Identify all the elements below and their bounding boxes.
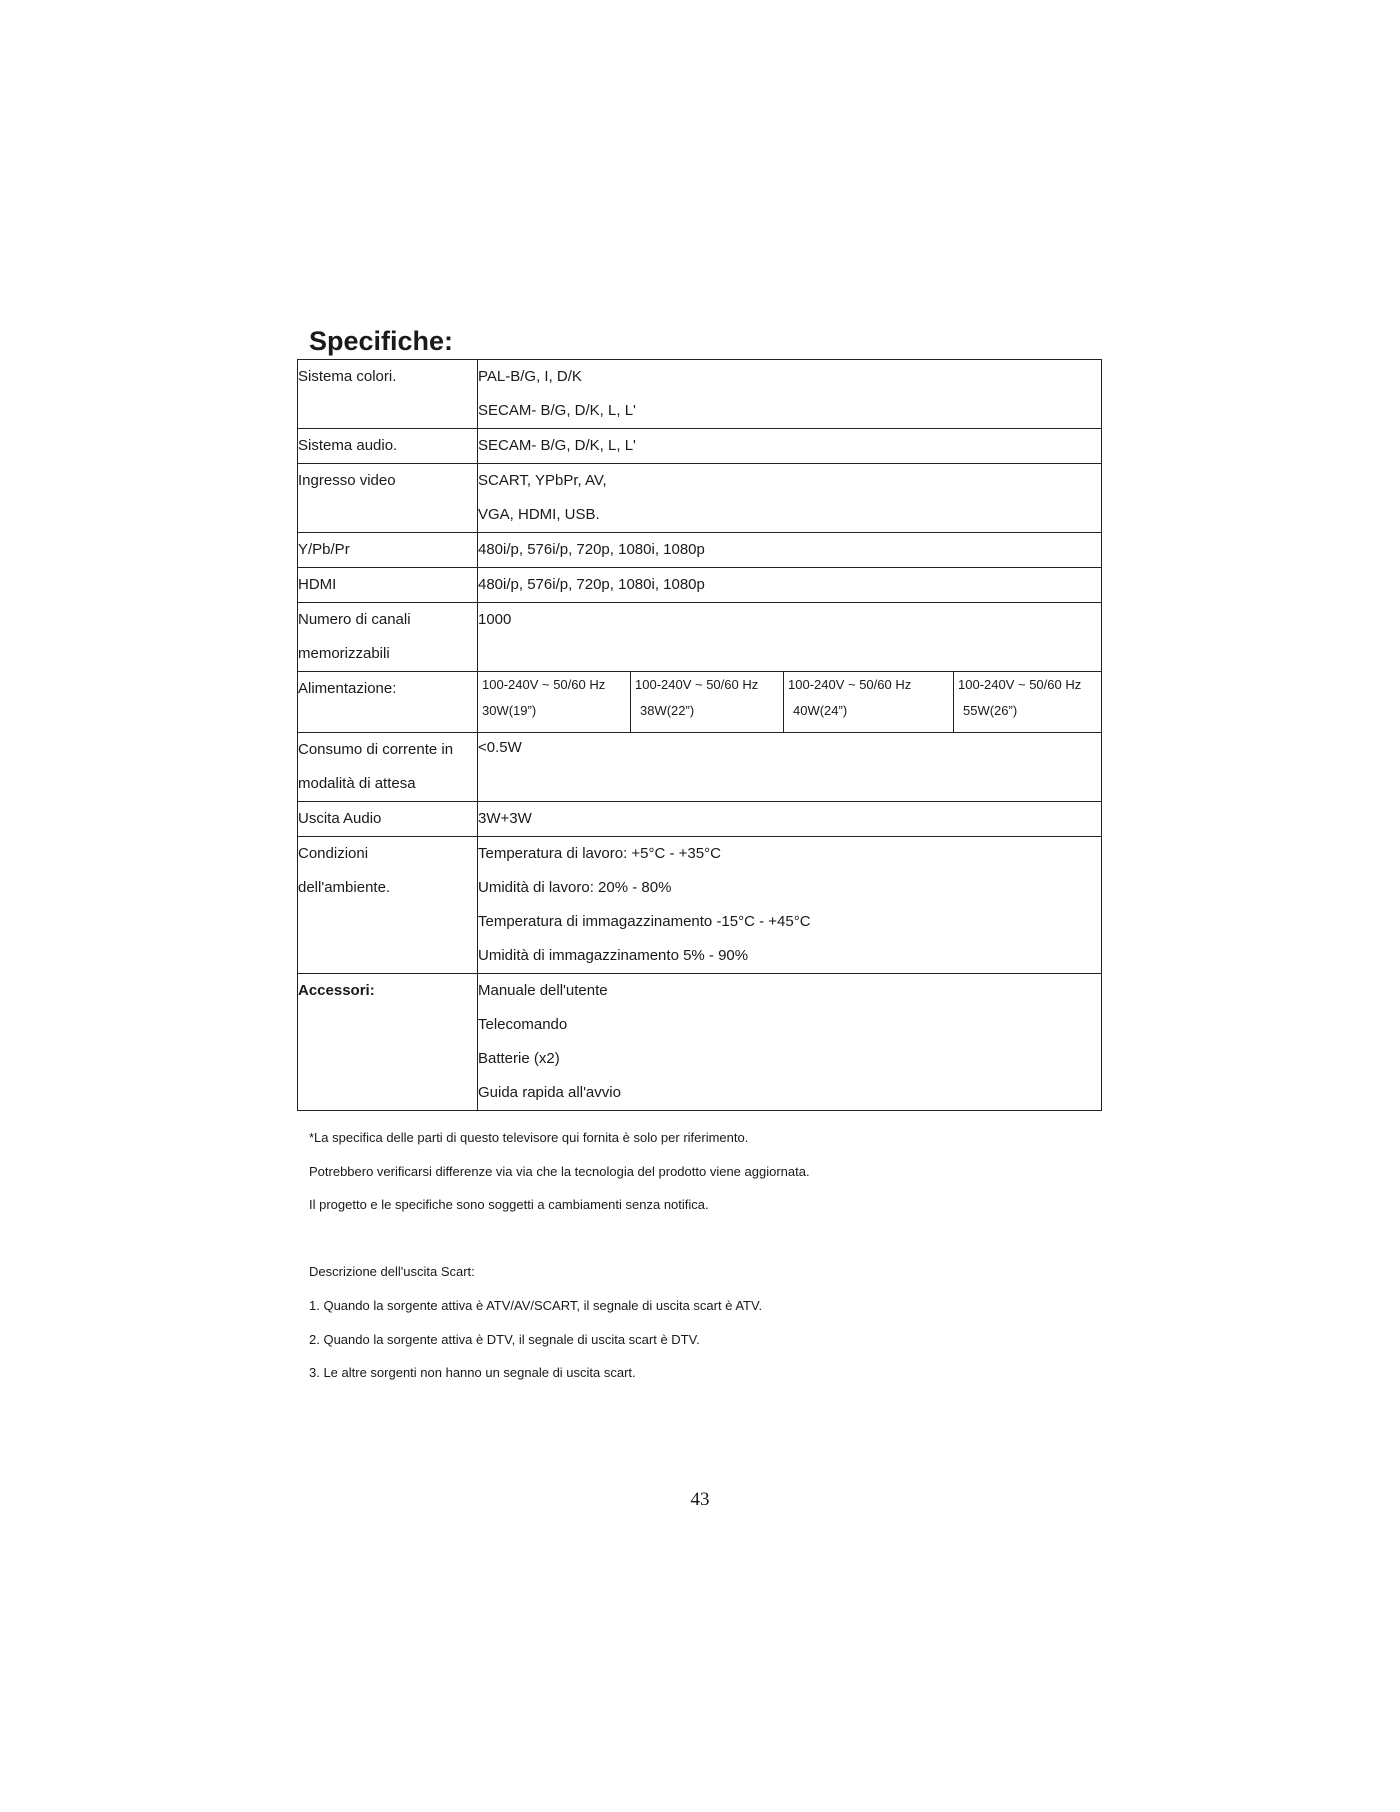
power-cell [954, 672, 1101, 732]
value-line: Batterie (x2) [478, 1050, 560, 1067]
row-label: HDMI [298, 568, 478, 603]
table-row [298, 533, 1102, 568]
table-row [298, 733, 1102, 802]
table-row [298, 360, 1102, 429]
row-value: SECAM- B/G, D/K, L, L' [478, 429, 1102, 464]
value-line: PAL-B/G, I, D/K [478, 368, 582, 385]
power-freq: 100-240V ~ 50/60 Hz [958, 677, 1082, 692]
row-value [478, 837, 1102, 974]
label-line: dell'ambiente. [298, 879, 391, 896]
power-freq: 100-240V ~ 50/60 Hz [635, 677, 759, 692]
scart-item: 3. Le altre sorgenti non hanno un segnale di uscita scart. [309, 1365, 636, 1380]
row-label: Sistema colori. [298, 360, 478, 429]
note-line: Il progetto e le specifiche sono soggetti a cambiamenti senza notifica. [309, 1197, 709, 1212]
row-label: Y/Pb/Pr [298, 533, 478, 568]
value-line: Telecomando [478, 1016, 568, 1033]
label-line: memorizzabili [298, 645, 390, 662]
power-cell [784, 672, 954, 732]
value-line: Manuale dell'utente [478, 982, 608, 999]
table-row [298, 672, 1102, 733]
row-value [478, 464, 1102, 533]
table-row [298, 802, 1102, 837]
page-title: Specifiche: [309, 326, 454, 356]
row-label: Alimentazione: [298, 672, 478, 733]
label-line: Numero di canali [298, 611, 411, 628]
row-label [298, 603, 478, 672]
value-line: Guida rapida all'avvio [478, 1084, 621, 1101]
row-label: Ingresso video [298, 464, 478, 533]
value-line: SECAM- B/G, D/K, L, L' [478, 402, 636, 419]
row-label [298, 733, 478, 802]
row-value [478, 360, 1102, 429]
power-freq: 100-240V ~ 50/60 Hz [482, 677, 606, 692]
row-value: 480i/p, 576i/p, 720p, 1080i, 1080p [478, 568, 1102, 603]
power-watt: 30W(19”) [482, 703, 537, 718]
table-row [298, 429, 1102, 464]
row-label: Uscita Audio [298, 802, 478, 837]
row-value: 1000 [478, 603, 1102, 672]
power-cells [478, 672, 1102, 733]
table-row [298, 974, 1102, 1111]
note-line: Potrebbero verificarsi differenze via via che la tecnologia del prodotto viene aggiornata. [309, 1164, 810, 1179]
label-line: modalità di attesa [298, 775, 416, 792]
value-line: Umidità di immagazzinamento 5% - 90% [478, 947, 749, 964]
power-watt: 40W(24”) [793, 703, 848, 718]
row-value: 480i/p, 576i/p, 720p, 1080i, 1080p [478, 533, 1102, 568]
spec-table [297, 359, 1102, 1111]
label-line: Consumo di corrente in [298, 741, 454, 758]
power-watt: 55W(26”) [963, 703, 1018, 718]
power-cell [478, 672, 631, 732]
power-cell [631, 672, 784, 732]
value-line: Temperatura di immagazzinamento -15°C - +45°C [478, 913, 811, 930]
page-number: 43 [690, 1489, 710, 1510]
table-row [298, 568, 1102, 603]
table-row [298, 464, 1102, 533]
row-label: Accessori: [298, 974, 478, 1111]
power-freq: 100-240V ~ 50/60 Hz [788, 677, 912, 692]
table-row [298, 837, 1102, 974]
power-watt: 38W(22”) [640, 703, 695, 718]
note-line: *La specifica delle parti di questo televisore qui fornita è solo per riferimento. [309, 1130, 749, 1145]
value-line: Umidità di lavoro: 20% - 80% [478, 879, 672, 896]
row-value: 3W+3W [478, 802, 1102, 837]
row-value: <0.5W [478, 733, 1102, 802]
value-line: SCART, YPbPr, AV, [478, 472, 607, 489]
label-line: Condizioni [298, 845, 369, 862]
row-label [298, 837, 478, 974]
row-value [478, 974, 1102, 1111]
value-line: VGA, HDMI, USB. [478, 506, 600, 523]
value-line: Temperatura di lavoro: +5°C - +35°C [478, 845, 721, 862]
table-row [298, 603, 1102, 672]
scart-heading: Descrizione dell'uscita Scart: [309, 1264, 475, 1279]
scart-item: 1. Quando la sorgente attiva è ATV/AV/SCART, il segnale di uscita scart è ATV. [309, 1298, 763, 1313]
scart-item: 2. Quando la sorgente attiva è DTV, il segnale di uscita scart è DTV. [309, 1332, 700, 1347]
row-label: Sistema audio. [298, 429, 478, 464]
